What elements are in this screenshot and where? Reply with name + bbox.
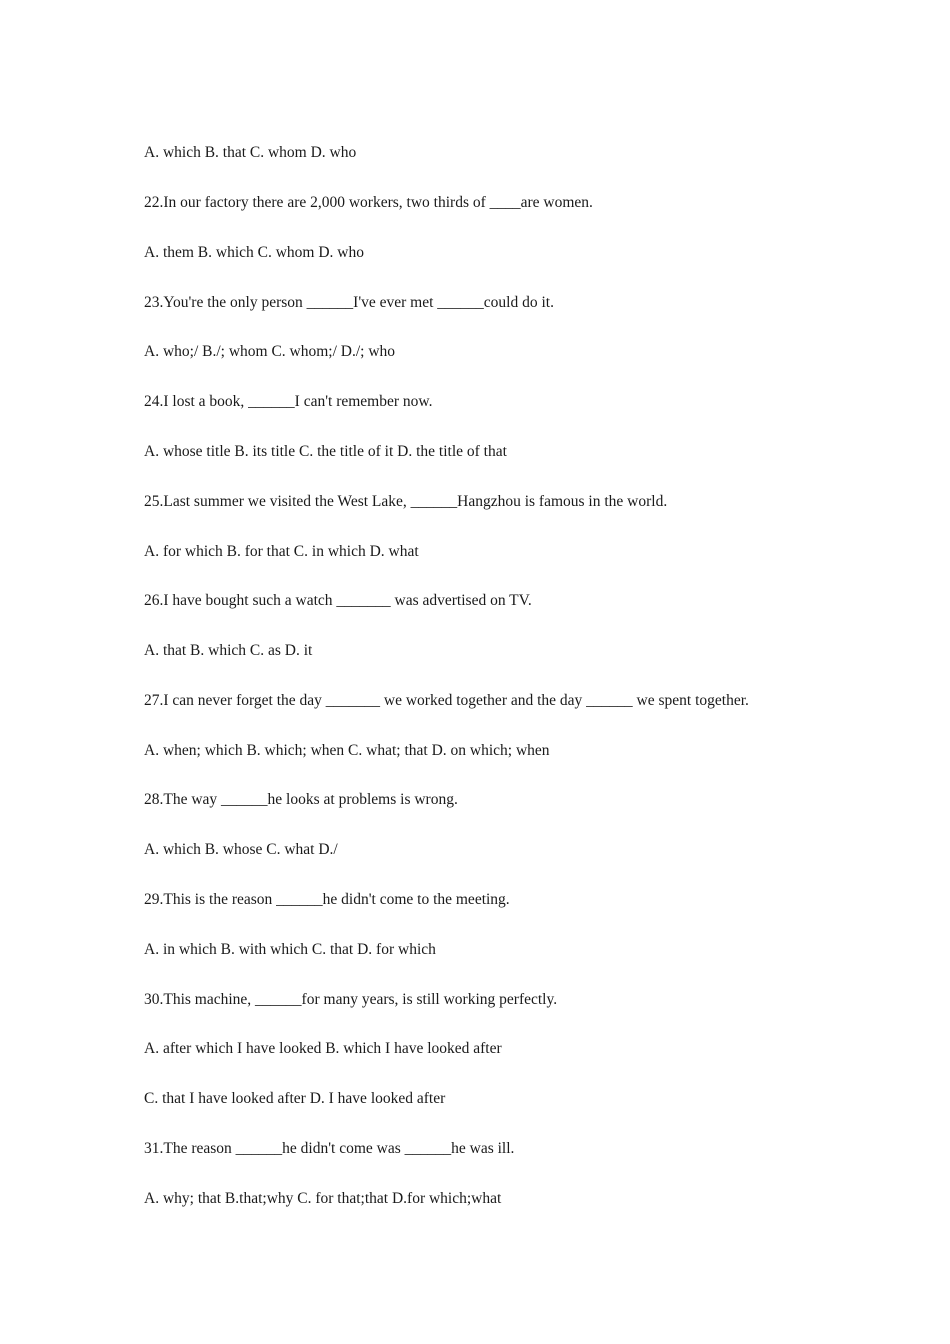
option-line-23: A. who;/ B./; whom C. whom;/ D./; who: [144, 343, 396, 360]
option-line-28: A. which B. whose C. what D./: [144, 841, 338, 858]
option-line-30a: A. after which I have looked B. which I have looked after: [144, 1040, 502, 1057]
question-27: 27.I can never forget the day _______ we worked together and the day ______ we spent together.: [144, 692, 749, 709]
option-line-26: A. that B. which C. as D. it: [144, 642, 313, 659]
question-31: 31.The reason ______he didn't come was ______he was ill.: [144, 1140, 515, 1157]
question-30: 30.This machine, ______for many years, is still working perfectly.: [144, 991, 558, 1008]
question-24: 24.I lost a book, ______I can't remember now.: [144, 393, 433, 410]
option-line-22: A. them B. which C. whom D. who: [144, 244, 365, 261]
option-line-25: A. for which B. for that C. in which D. what: [144, 543, 419, 560]
option-line-30b: C. that I have looked after D. I have looked after: [144, 1090, 446, 1107]
question-23: 23.You're the only person ______I've ever met ______could do it.: [144, 294, 554, 311]
option-line-29: A. in which B. with which C. that D. for which: [144, 941, 436, 958]
question-29: 29.This is the reason ______he didn't come to the meeting.: [144, 891, 510, 908]
question-26: 26.I have bought such a watch _______ was advertised on TV.: [144, 592, 532, 609]
option-line-27: A. when; which B. which; when C. what; that D. on which; when: [144, 742, 550, 759]
question-28: 28.The way ______he looks at problems is wrong.: [144, 791, 458, 808]
option-line-21: A. which B. that C. whom D. who: [144, 144, 357, 161]
question-22: 22.In our factory there are 2,000 workers, two thirds of ____are women.: [144, 194, 593, 211]
option-line-31: A. why; that B.that;why C. for that;that D.for which;what: [144, 1190, 502, 1207]
option-line-24: A. whose title B. its title C. the title of it D. the title of that: [144, 443, 507, 460]
question-25: 25.Last summer we visited the West Lake, ______Hangzhou is famous in the world.: [144, 493, 668, 510]
